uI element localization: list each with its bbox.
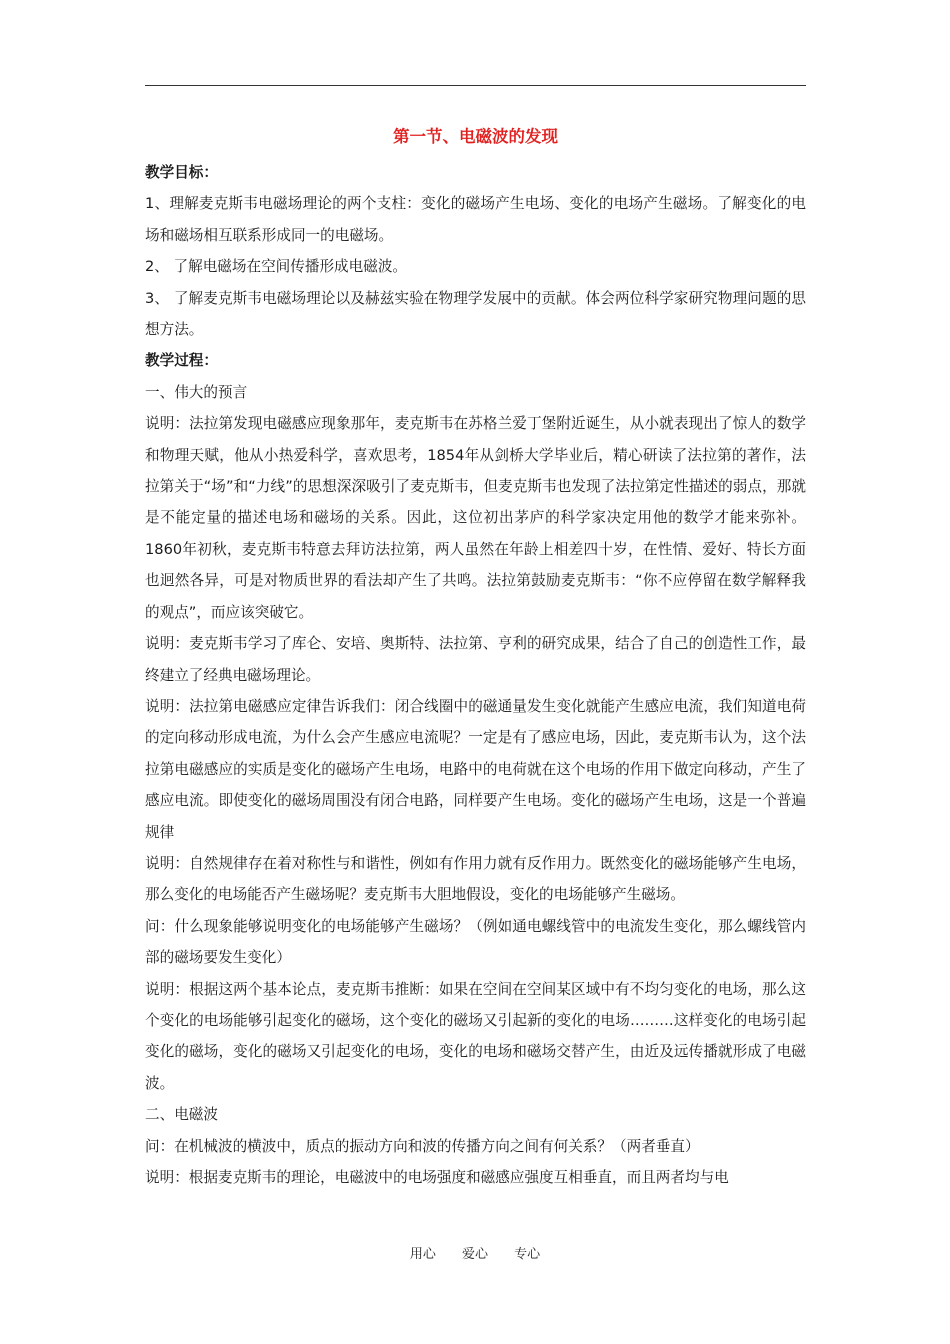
header-rule [145, 85, 806, 86]
section2-paragraph: 说明：根据麦克斯韦的理论，电磁波中的电场强度和磁感应强度互相垂直，而且两者均与电 [145, 1169, 729, 1186]
process-heading: 教学过程： [145, 352, 218, 370]
section1-heading: 一、伟大的预言 [145, 383, 248, 401]
objective-item: 3、 了解麦克斯韦电磁场理论以及赫兹实验在物理学发展中的贡献。体会两位科学家研究物理问题的思想方法。 [145, 289, 806, 339]
document-body [145, 118, 806, 1193]
page-footer: 用心 爱心 专心 [409, 1247, 541, 1262]
section2-paragraph: 问：在机械波的横波中，质点的振动方向和波的传播方向之间有何关系？（两者垂直） [145, 1137, 700, 1155]
objective-item: 1、理解麦克斯韦电磁场理论的两个支柱：变化的磁场产生电场、变化的电场产生磁场。了解变化的电场和磁场相互联系形成同一的电磁场。 [145, 195, 806, 244]
section1-paragraph: 说明：根据这两个基本论点，麦克斯韦推断：如果在空间在空间某区域中有不均匀变化的电场，那么这个变化的电场能够引起变化的磁场，这个变化的磁场又引起新的变化的电场………这样变化的电场引起变化的磁场，变化的磁场又引起变化的电场，变化的电场和磁场交替产生，由近及远传播就形成了电磁波。 [145, 980, 806, 1092]
objective-item: 2、 了解电磁场在空间传播形成电磁波。 [145, 258, 408, 276]
document-title: 第一节、电磁波的发现 [393, 127, 558, 146]
section1-paragraph: 说明：法拉第电磁感应定律告诉我们：闭合线圈中的磁通量发生变化就能产生感应电流，我们知道电荷的定向移动形成电流，为什么会产生感应电流呢？一定是有了感应电场，因此，麦克斯韦认为，这个法拉第电磁感应的实质是变化的磁场产生电场，电路中的电荷就在这个电场的作用下做定向移动，产生了感应电流。即使变化的磁场周围没有闭合电路，同样要产生电场。变化的磁场产生电场，这是一个普遍规律 [145, 697, 806, 841]
section1-paragraph: 说明：自然规律存在着对称性与和谐性，例如有作用力就有反作用力。既然变化的磁场能够产生电场，那么变化的电场能否产生磁场呢？麦克斯韦大胆地假设，变化的电场能够产生磁场。 [145, 854, 806, 904]
section1-paragraph: 说明：法拉第发现电磁感应现象那年，麦克斯韦在苏格兰爱丁堡附近诞生，从小就表现出了惊人的数学和物理天赋，他从小热爱科学，喜欢思考，1854年从剑桥大学毕业后，精心研读了法拉第的著作，法拉第关于“场”和“力线”的思想深深吸引了麦克斯韦，但麦克斯韦也发现了法拉第定性描述的弱点，那就是不能定量的描述电场和磁场的关系。因此，这位初出茅庐的科学家决定用他的数学才能来弥补。1860年初秋，麦克斯韦特意去拜访法拉第，两人虽然在年龄上相差四十岁，在性情、爱好、特长方面也迥然各异，可是对物质世界的看法却产生了共鸣。法拉第鼓励麦克斯韦：“你不应停留在数学解释我的观点”，而应该突破它。 [145, 415, 806, 621]
section1-paragraph: 问：什么现象能够说明变化的电场能够产生磁场？（例如通电螺线管中的电流发生变化，那么螺线管内部的磁场要发生变化） [145, 917, 806, 967]
section1-paragraph: 说明：麦克斯韦学习了库仑、安培、奥斯特、法拉第、亨利的研究成果，结合了自己的创造性工作，最终建立了经典电磁场理论。 [145, 635, 806, 684]
section2-heading: 二、电磁波 [145, 1106, 218, 1124]
objectives-heading: 教学目标： [145, 164, 218, 181]
